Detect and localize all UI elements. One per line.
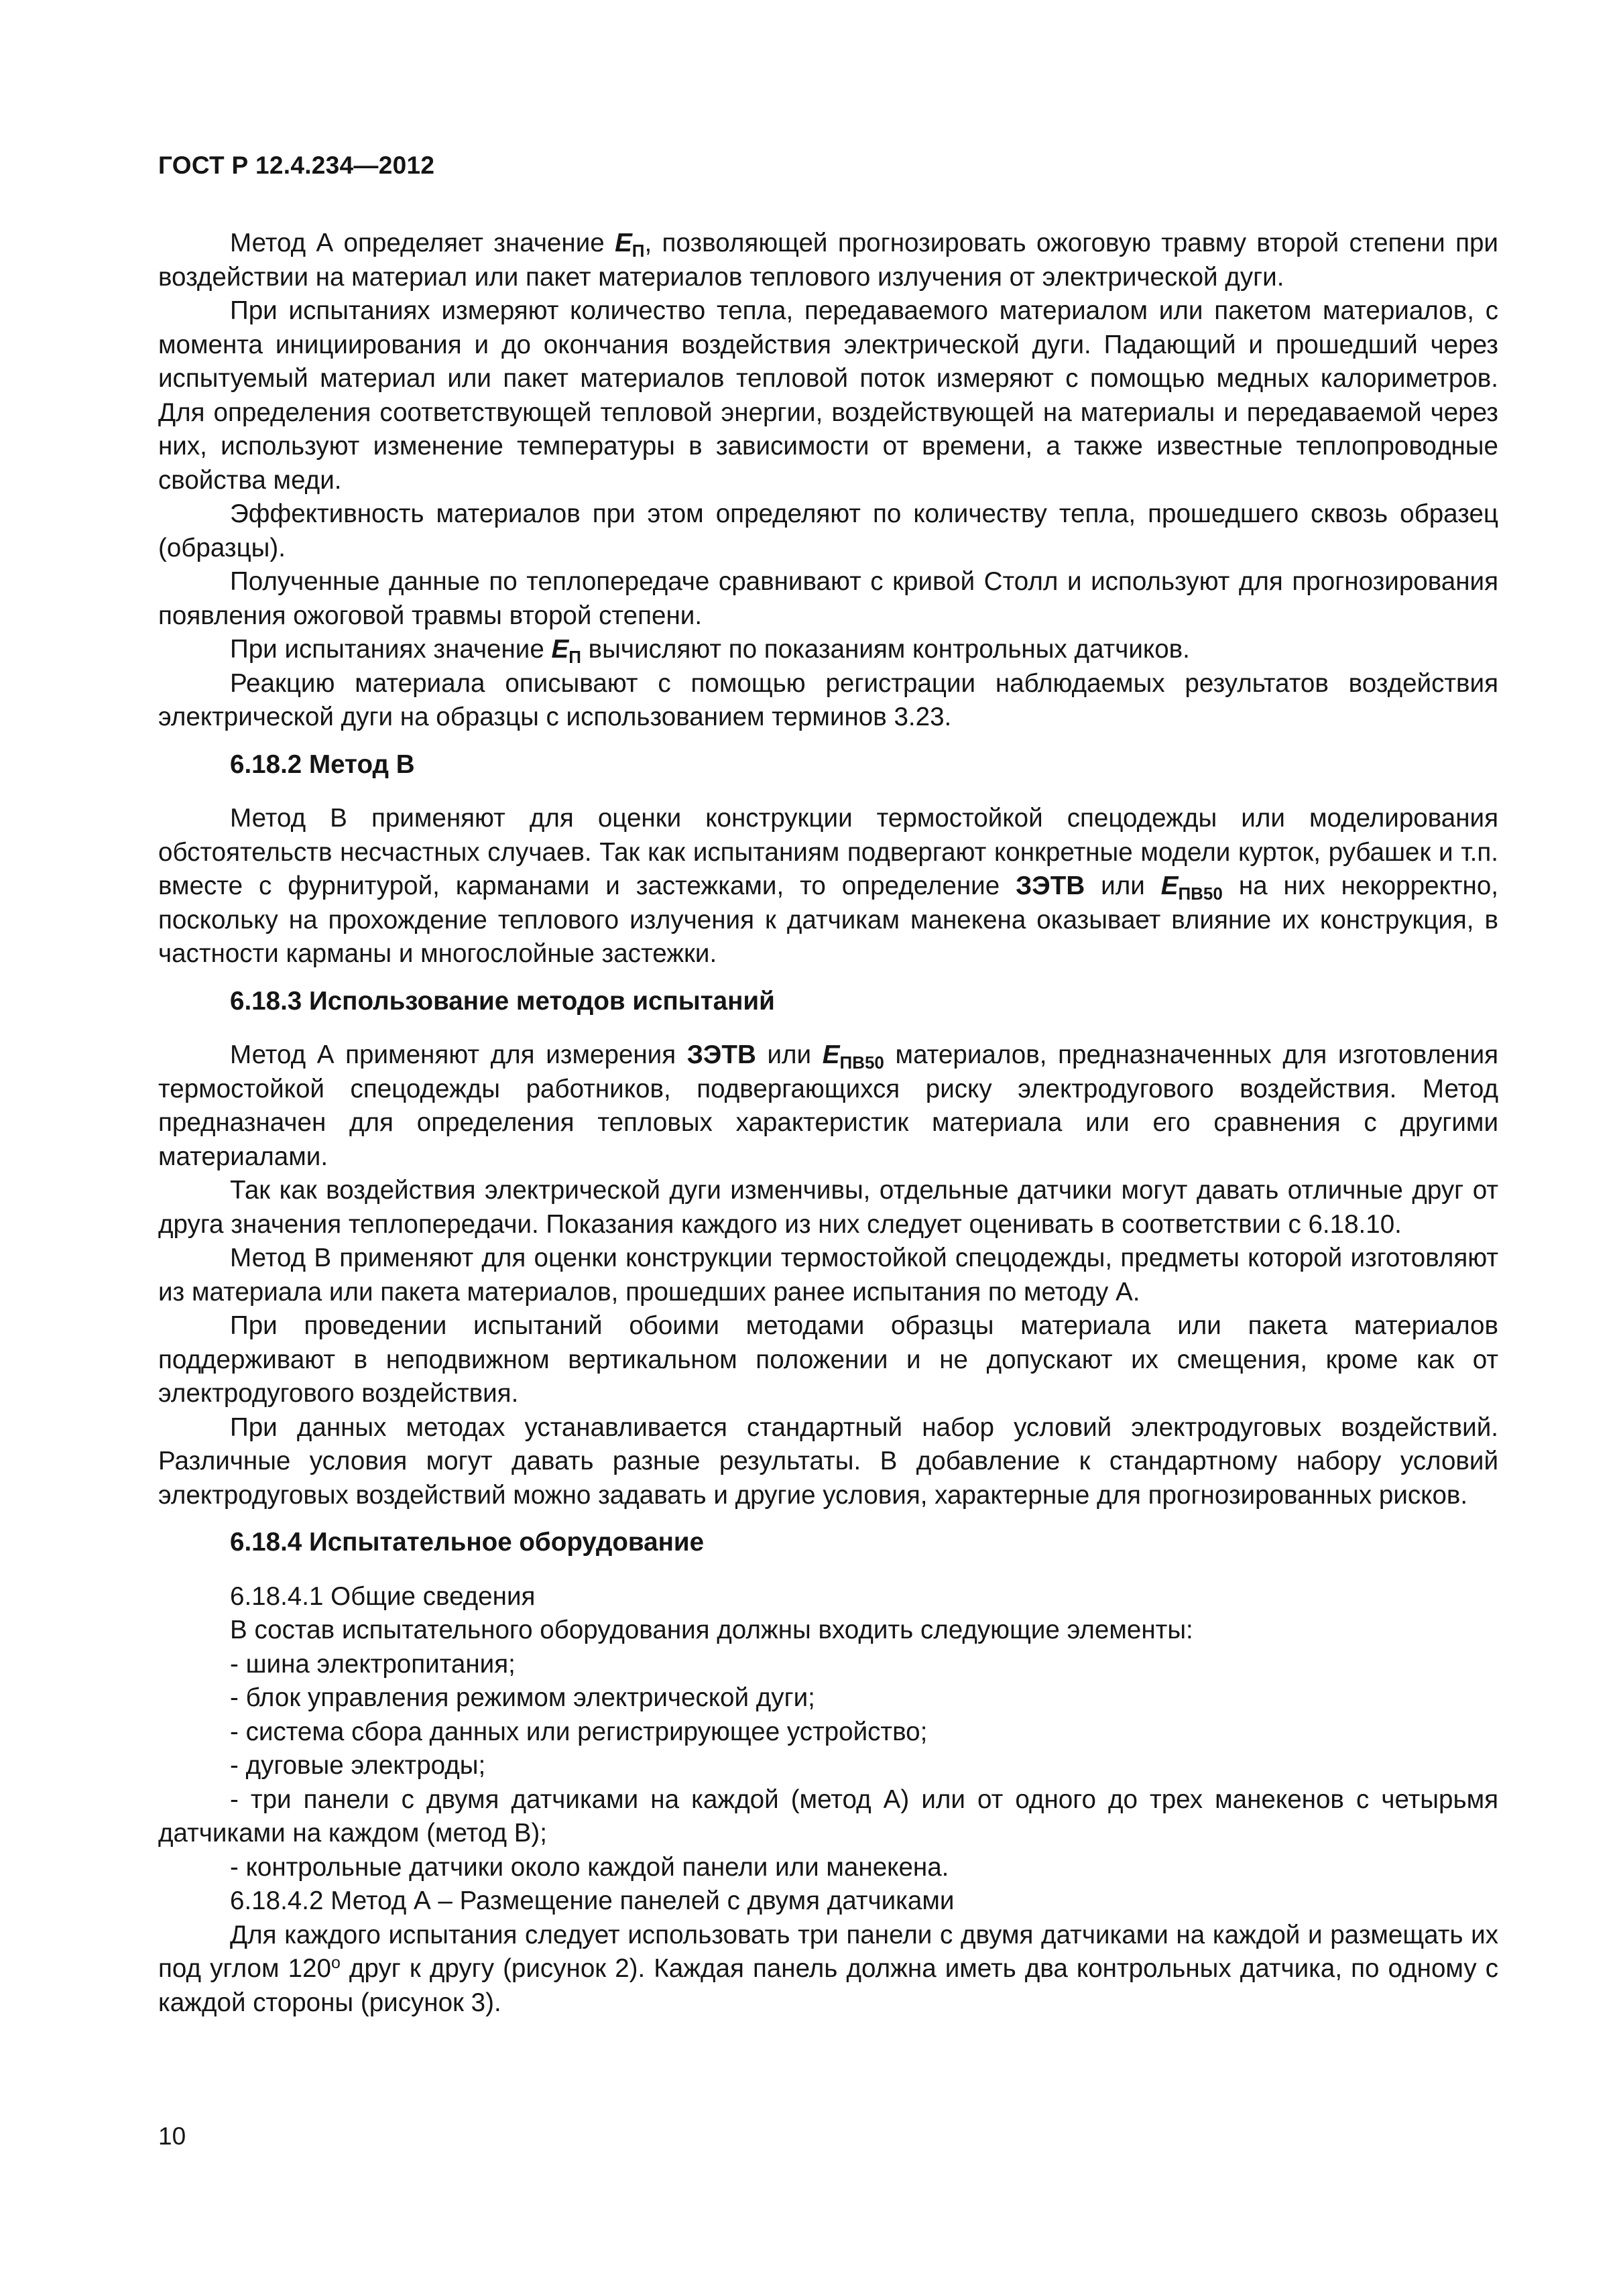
degree-symbol: о	[330, 1953, 341, 1972]
paragraph: При испытаниях значение $E_П$ вычисляют по показаниям контрольных датчиков.	[230, 635, 1190, 667]
symbol-e-p: $E_П$	[615, 229, 645, 261]
section-heading-6-18-2: 6.18.2 Метод В	[230, 749, 415, 779]
list-item: - блок управления режимом электрической дуги;	[230, 1683, 815, 1712]
paragraph: Для каждого испытания следует использовать три панели с двумя датчиками на каждой и размещать их под углом $120^о$ друг к другу (рисунок 2). Каждая панель должна иметь два контрольных датчика, по одному с каждой стороны (рисунок 3).	[158, 1920, 1498, 2017]
symbol-e-pv50: $E_{ПВ50}$	[1160, 871, 1223, 904]
section-heading-6-18-4: 6.18.4 Испытательное оборудование	[230, 1528, 705, 1557]
document-body	[158, 227, 1498, 2020]
paragraph: При проведении испытаний обоими методами образцы материала или пакета материалов поддерживают в неподвижном вертикальном положении и не допускают их смещения, кроме как от электродугового воздействия.	[158, 1311, 1498, 1408]
paragraph: Эффективность материалов при этом определяют по количеству тепла, прошедшего сквозь образец (образцы).	[158, 499, 1498, 562]
symbol-zetv: ЗЭТВ	[686, 1040, 756, 1069]
list-item: - контрольные датчики около каждой панели или манекена.	[230, 1852, 949, 1882]
list-item: - три панели с двумя датчиками на каждой (метод А) или от одного до трех манекенов с четырьмя датчиками на каждом (метод В);	[158, 1785, 1498, 1848]
symbol-zetv: ЗЭТВ	[1016, 871, 1085, 900]
paragraph: Метод А определяет значение $E_П$, позволяющей прогнозировать ожоговую травму второй степени при воздействии на материал или пакет материалов теплового излучения от электрической дуги.	[158, 229, 1498, 292]
document-header: ГОСТ Р 12.4.234—2012	[158, 152, 435, 179]
paragraph: При данных методах устанавливается стандартный набор условий электродуговых воздействий. Различные условия могут давать разные результаты. В добавление к стандартному набору условий электродуговых воздействий можно задавать и другие условия, характерные для прогнозированных рисков.	[158, 1412, 1498, 1510]
paragraph: Реакцию материала описывают с помощью регистрации наблюдаемых результатов воздействия электрической дуги на образцы с использованием терминов 3.23.	[158, 668, 1498, 731]
subsection-heading-6-18-4-1: 6.18.4.1 Общие сведения	[230, 1581, 536, 1611]
list-item: - дуговые электроды;	[230, 1751, 486, 1780]
list-item: - система сбора данных или регистрирующее устройство;	[230, 1717, 928, 1746]
page-number: 10	[158, 2122, 186, 2150]
paragraph: При испытаниях измеряют количество тепла, передаваемого материалом или пакетом материалов, с момента инициирования и до окончания воздействия электрической дуги. Падающий и прошедший через испытуемый материал или пакет материалов тепловой поток измеряют с помощью медных калориметров. Для определения соответствующей тепловой энергии, воздействующей на материалы и передаваемой через них, используют изменение температуры в зависимости от времени, а также известные теплопроводные свойства меди.	[158, 296, 1498, 495]
paragraph: Метод А применяют для измерения ЗЭТВ или $E_{ПВ50}$ материалов, предназначенных для изготовления термостойкой спецодежды работников, подвергающихся риску электродугового воздействия. Метод предназначен для определения тепловых характеристик материала или его сравнения с другими материалами.	[158, 1040, 1499, 1171]
paragraph: В состав испытательного оборудования должны входить следующие элементы:	[230, 1616, 1193, 1644]
symbol-e-pv50: $E_{ПВ50}$	[822, 1040, 884, 1073]
list-item: - шина электропитания;	[230, 1649, 516, 1679]
paragraph: Так как воздействия электрической дуги изменчивы, отдельные датчики могут давать отличные друг от друга значения теплопередачи. Показания каждого из них следует оценивать в соответствии с 6.18.10.	[158, 1176, 1498, 1239]
symbol-e-p: $E_П$	[551, 635, 581, 667]
section-heading-6-18-3: 6.18.3 Использование методов испытаний	[230, 986, 775, 1016]
paragraph: Метод В применяют для оценки конструкции термостойкой спецодежды или моделирования обстоятельств несчастных случаев. Так как испытаниям подвергают конкретные модели курток, рубашек и т.п. вместе с фурнитурой, карманами и застежками, то определение ЗЭТВ или $E_{ПВ50}$ на них некорректно, поскольку на прохождение теплового излучения к датчикам манекена оказывает влияние их конструкция, в частности карманы и многослойные застежки.	[158, 804, 1499, 968]
paragraph: Полученные данные по теплопередаче сравнивают с кривой Столл и используют для прогнозирования появления ожоговой травмы второй степени.	[158, 567, 1498, 630]
paragraph: Метод В применяют для оценки конструкции термостойкой спецодежды, предметы которой изготовляют из материала или пакета материалов, прошедших ранее испытания по методу А.	[158, 1244, 1498, 1307]
subsection-heading-6-18-4-2: 6.18.4.2 Метод А – Размещение панелей с двумя датчиками	[230, 1886, 955, 1915]
